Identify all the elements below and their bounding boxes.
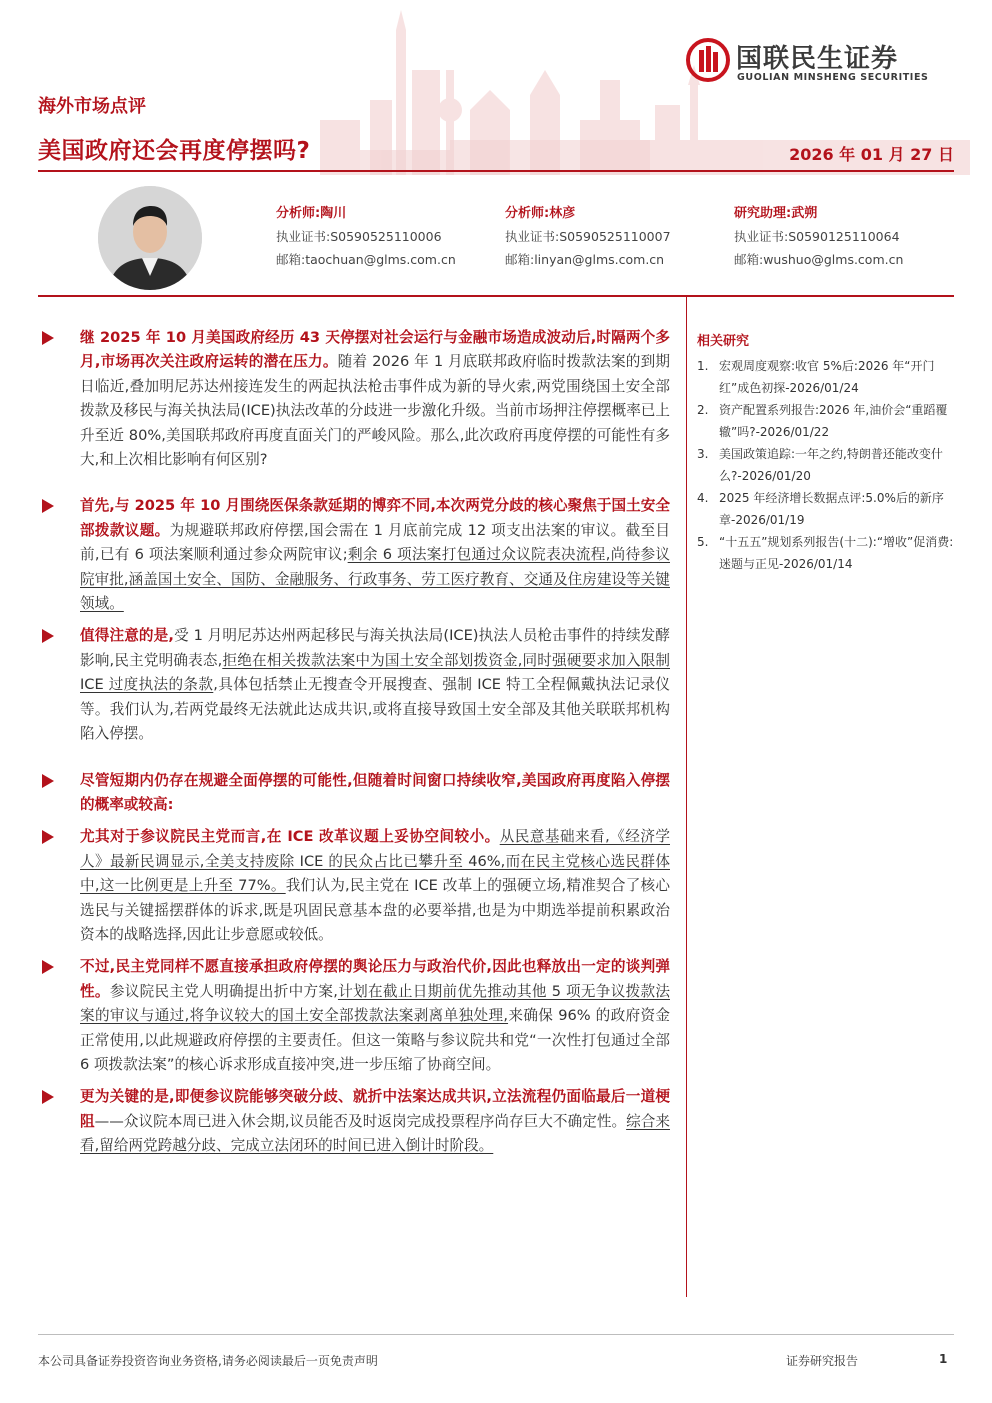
- sidebar-title: 相关研究: [697, 334, 750, 349]
- body-paragraph: [38, 494, 670, 616]
- item-text: 2025 年经济增长数据点评:5.0%后的新序章-2026/01/19: [719, 491, 944, 527]
- company-logo: [686, 38, 956, 88]
- paragraph-lead: 更为关键的是,即便参议院能够突破分歧、就折中法案达成共识,立法流程仍面临最后一道梗阻: [80, 1088, 670, 1130]
- paragraph-text: ——众议院本周已进入休会期,议员能否及时返岗完成投票程序尚存巨大不确定性。: [94, 1112, 627, 1130]
- item-number: 4.: [697, 491, 709, 505]
- item-number: 5.: [697, 535, 709, 549]
- report-category: 海外市场点评: [38, 96, 146, 117]
- related-research-item[interactable]: [697, 487, 957, 531]
- column-divider: [686, 297, 687, 1297]
- logo-mark-icon: [686, 38, 730, 82]
- paragraph-lead: 不过,民主党同样不愿直接承担政府停摆的舆论压力与政治代价,因此也释放出一定的谈判弹性。: [80, 958, 670, 1000]
- analyst-block-1: [276, 202, 456, 271]
- item-number: 3.: [697, 447, 709, 461]
- paragraph-underlined-text: 从民意基础来看,《经济学人》最新民调显示,全美支持废除 ICE 的民众占比已攀升至 46%,而在民主党核心选民群体中,这一比例更是上升至 77%。: [80, 828, 670, 895]
- paragraph-text: 为规避联邦政府停摆,国会需在 1 月底前完成 12 项支出法案的审议。截至目前,已有 6 项法案顺利通过参众两院审议;: [80, 521, 670, 564]
- paragraph-underlined-text: 计划在截止日期前优先推动其他 5 项无争议拨款法案的审议与通过,将争议较大的国土安全部拨款法案剥离单独处理,: [80, 982, 670, 1025]
- related-research-sidebar: [697, 330, 957, 575]
- paragraph-text: 参议院民主党人明确提出折中方案,: [109, 982, 338, 1000]
- main-content: [38, 326, 670, 1159]
- item-text: 宏观周度观察:收官 5%后:2026 年“开门红”成色初探-2026/01/24: [719, 359, 935, 395]
- paragraph-lead: 尽管短期内仍存在规避全面停摆的可能性,但随着时间窗口持续收窄,美国政府再度陷入停摆的概率或较高:: [80, 771, 670, 813]
- paragraph-lead: 首先,与 2025 年 10 月围绕医保条款延期的博弈不同,本次两党分歧的核心聚焦于国土安全部拨款议题。: [80, 497, 670, 539]
- title-divider: [38, 170, 954, 172]
- body-paragraph: [38, 955, 670, 1077]
- analyst-cert: 执业证书:S0590525110006: [276, 229, 442, 244]
- analyst-block-2: [505, 202, 671, 271]
- analyst-name: 分析师:陶川: [276, 206, 347, 221]
- body-paragraph: [38, 624, 670, 746]
- item-text: 美国政策追踪:一年之约,特朗普还能改变什么?-2026/01/20: [719, 447, 943, 483]
- person-photo-icon: [98, 186, 202, 290]
- report-title: 美国政府还会再度停摆吗?: [38, 138, 311, 164]
- analyst-block-3: [734, 202, 903, 271]
- analyst-name: 研究助理:武朔: [734, 206, 818, 221]
- related-research-item[interactable]: [697, 355, 957, 399]
- paragraph-tail: 来确保 96% 的政府资金正常使用,以此规避政府停摆的主要责任。但这一策略与参议院共和党“一次性打包通过全部 6 项拨款法案”的核心诉求形成直接冲突,进一步压缩了协商空间。: [80, 1007, 671, 1073]
- bullet-arrow-icon: [42, 774, 54, 788]
- related-research-item[interactable]: [697, 399, 957, 443]
- footer-disclaimer: 本公司具备证券投资咨询业务资格,请务必阅读最后一页免责声明: [38, 1354, 378, 1368]
- paragraph-underlined-text: 拒绝在相关拨款法案中为国土安全部划拨资金,同时强硬要求加入限制 ICE 过度执法的条款: [80, 651, 670, 694]
- bullet-arrow-icon: [42, 629, 54, 643]
- body-paragraph: [38, 825, 670, 947]
- analyst-cert: 执业证书:S0590525110007: [505, 229, 671, 244]
- paragraph-lead: 值得注意的是,: [80, 627, 174, 645]
- paragraph-lead: 继 2025 年 10 月美国政府经历 43 天停摆对社会运行与金融市场造成波动后,时隔两个多月,市场再次关注政府运转的潜在压力。: [80, 329, 670, 371]
- bullet-arrow-icon: [42, 499, 54, 513]
- bullet-arrow-icon: [42, 830, 54, 844]
- body-paragraph: [38, 1085, 670, 1158]
- paragraph-underlined-text: 剩余 6 项法案打包通过众议院表决流程,尚待参议院审批,涵盖国土安全、国防、金融服务、行政事务、劳工医疗教育、交通及住房建设等关键领域。: [80, 546, 670, 613]
- bullet-arrow-icon: [42, 331, 54, 345]
- footer-report-type: 证券研究报告: [786, 1354, 859, 1368]
- item-number: 1.: [697, 359, 709, 373]
- paragraph-underlined-text: 综合来看,留给两党跨越分歧、完成立法闭环的时间已进入倒计时阶段。: [80, 1112, 670, 1155]
- analyst-email: 邮箱:linyan@glms.com.cn: [505, 252, 665, 267]
- item-number: 2.: [697, 403, 709, 417]
- paragraph-tail: ,具体包括禁止无搜查令开展搜查、强制 ICE 特工全程佩戴执法记录仪等。我们认为,若两党最终无法就此达成共识,或将直接导致国土安全部及其他关联联邦机构陷入停摆。: [80, 676, 670, 743]
- paragraph-tail: 我们认为,民主党在 ICE 改革上的强硬立场,精准契合了核心选民与关键摇摆群体的诉求,既是巩固民意基本盘的必要举措,也是为中期选举提前积累政治资本的战略选择,因此让步意愿或较低。: [80, 877, 670, 943]
- page-number: 1: [939, 1352, 948, 1366]
- body-paragraph: [38, 326, 670, 472]
- analyst-email: 邮箱:taochuan@glms.com.cn: [276, 252, 456, 267]
- body-paragraph: [38, 769, 670, 818]
- footer-divider: [38, 1334, 954, 1335]
- logo-english-name: GUOLIAN MINSHENG SECURITIES: [737, 72, 929, 83]
- paragraph-text: 受 1 月明尼苏达州两起移民与海关执法局(ICE)执法人员枪击事件的持续发酵影响,民主党明确表态,: [80, 627, 671, 669]
- related-research-item[interactable]: [697, 443, 957, 487]
- analyst-avatar: [98, 186, 202, 290]
- item-text: “十五五”规划系列报告(十二):“增收”促消费:迷题与正见-2026/01/14: [719, 535, 954, 571]
- header-divider: [38, 295, 954, 297]
- paragraph-lead: 尤其对于参议院民主党而言,在 ICE 改革议题上妥协空间较小。: [80, 828, 500, 846]
- logo-name: 国联民生证券: [736, 44, 899, 74]
- item-text: 资产配置系列报告:2026 年,油价会“重蹈覆辙”吗?-2026/01/22: [719, 403, 948, 439]
- paragraph-text: 随着 2026 年 1 月底联邦政府临时拨款法案的到期日临近,叠加明尼苏达州接连发生的两起执法枪击事件成为新的导火索,两党围绕国土安全部拨款及移民与海关执法局(ICE)执法改革的分歧进一步激化升级。当前市场押注停摆概率已上升至近 80%,美国联邦政府再度直面关门的严峻风险。那么,此次政府再度停摆的可能性有多大,和上次相比影响有何区别?: [80, 353, 671, 469]
- analyst-cert: 执业证书:S0590125110064: [734, 229, 900, 244]
- related-research-item[interactable]: [697, 531, 957, 575]
- report-date: 2026 年 01 月 27 日: [789, 145, 954, 164]
- analyst-name: 分析师:林彦: [505, 206, 576, 221]
- bullet-arrow-icon: [42, 1090, 54, 1104]
- bullet-arrow-icon: [42, 960, 54, 974]
- analyst-email: 邮箱:wushuo@glms.com.cn: [734, 252, 904, 267]
